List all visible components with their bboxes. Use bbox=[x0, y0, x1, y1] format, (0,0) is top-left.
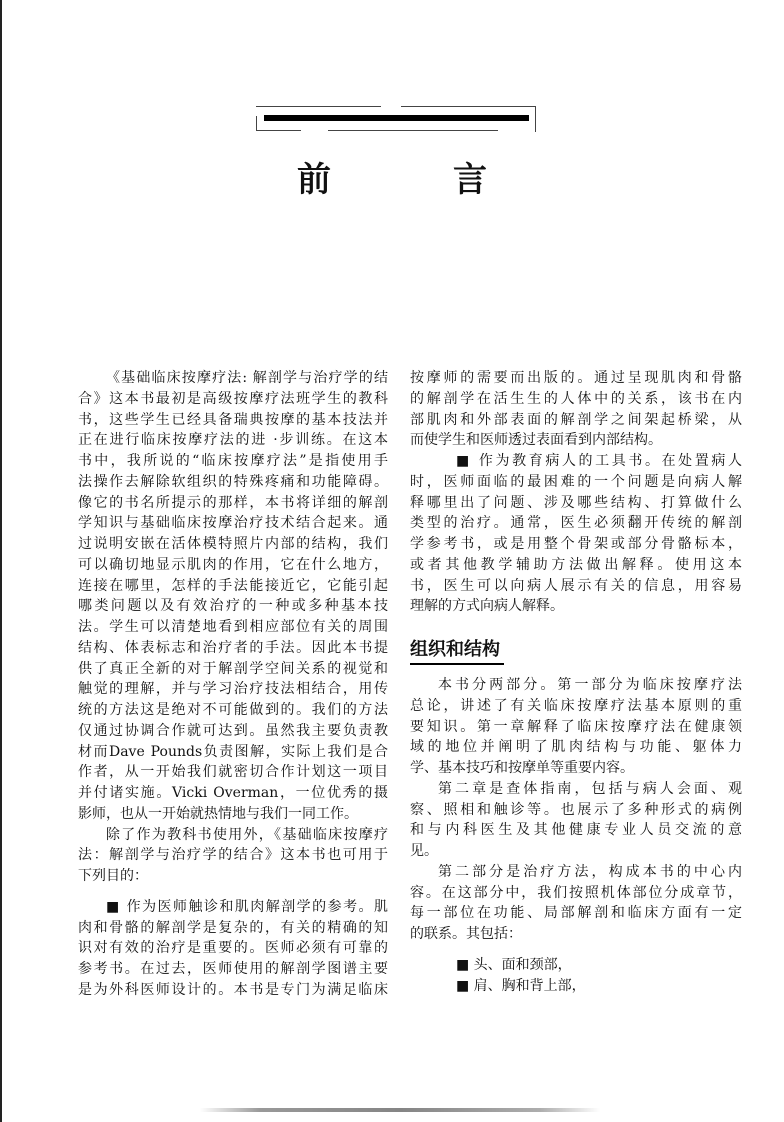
text-line: 的解剖学在活生生的人体中的关系，该书在内 bbox=[410, 390, 742, 407]
text-line: 的联系。其包括： bbox=[410, 926, 522, 942]
section-heading: 组织和结构 bbox=[410, 637, 504, 665]
text-line: 按摩师的需要而出版的。通过呈现肌肉和骨骼 bbox=[410, 370, 742, 386]
text-line: ■ 作为医师触诊和肌肉解剖学的参考。肌 bbox=[106, 898, 388, 915]
title-decoration bbox=[256, 106, 536, 132]
text-line: 释哪里出了问题、涉及哪些结构、打算做什么 bbox=[410, 494, 742, 511]
text-line: 法：解剖学与治疗学的结合》这本书也可用于 bbox=[78, 847, 388, 864]
text-line: 书中，我所说的“临床按摩疗法”是指使用手 bbox=[78, 453, 388, 469]
text-line: 供了真正全新的对于解剖学空间关系的视觉和 bbox=[78, 660, 388, 677]
text-line: 法。学生可以清楚地看到相应部位有关的周围 bbox=[78, 619, 388, 635]
paragraph bbox=[410, 368, 742, 451]
text-line: 材而Dave Pounds负责图解，实际上我们是合 bbox=[78, 743, 388, 760]
text-line: 结构、体表标志和治疗者的手法。因此本书提 bbox=[78, 639, 388, 656]
text-line: 类型的治疗。通常，医生必须翻开传统的解剖 bbox=[410, 515, 742, 532]
text-line: 合》这本书最初是高级按摩疗法班学生的教科 bbox=[78, 390, 388, 407]
left-column bbox=[78, 368, 388, 1001]
text-line: 察、照相和触诊等。也展示了多种形式的病例 bbox=[410, 801, 742, 818]
text-line: 第二部分是治疗方法，构成本书的中心内 bbox=[438, 863, 742, 880]
text-line: 过说明安嵌在活体模特照片内部的结构，我们 bbox=[78, 536, 388, 552]
text-line: 书，这些学生已经具备瑞典按摩的基本技法并 bbox=[78, 411, 388, 428]
spacer bbox=[410, 945, 742, 955]
text-line: 除了作为教科书使用外，《基础临床按摩疗 bbox=[106, 826, 388, 843]
list-item: ■ 头、面和颈部， bbox=[456, 956, 572, 973]
text-line: 并付诸实施。Vicki Overman，一位优秀的摄 bbox=[78, 785, 388, 801]
text-line: 每一部位在功能、局部解剖和临床方面有一定 bbox=[410, 905, 742, 922]
paragraph bbox=[410, 862, 742, 945]
text-line: 哪类问题以及有效治疗的一种或多种基本技 bbox=[78, 598, 388, 615]
bullet-list bbox=[410, 955, 742, 997]
text-line: 学知识与基础临床按摩治疗技术结合起来。通 bbox=[78, 515, 388, 532]
text-line: ■ 作为教育病人的工具书。在处置病人 bbox=[456, 453, 742, 469]
text-line: 域的地位并阐明了肌肉结构与功能、躯体力 bbox=[410, 739, 742, 756]
text-line: 要知识。第一章解释了临床按摩疗法在健康领 bbox=[410, 718, 742, 735]
text-line: 仅通过协调合作就可达到。虽然我主要负责教 bbox=[78, 722, 388, 739]
right-column bbox=[410, 368, 742, 996]
text-line: 正在进行临床按摩疗法的进 ·步训练。在这本 bbox=[78, 432, 388, 449]
text-line: 影师，也从一开始就热情地与我们一同工作。 bbox=[78, 805, 358, 822]
bullet-paragraph bbox=[78, 897, 388, 1001]
paragraph bbox=[410, 779, 742, 862]
list-item: ■ 肩、胸和背上部， bbox=[456, 977, 586, 994]
text-line: 作者，从一开始我们就密切合作计划这一项目 bbox=[78, 764, 388, 781]
text-line: 第二章是查体指南，包括与病人会面、观 bbox=[438, 780, 742, 797]
text-line: 连接在哪里，怎样的手法能接近它，它能引起 bbox=[78, 577, 388, 594]
text-line: 下列目的： bbox=[78, 868, 148, 884]
text-line: 见。 bbox=[410, 843, 438, 859]
bullet-paragraph bbox=[410, 451, 742, 617]
text-line: 法操作去解除软组织的特殊疼痛和功能障碍。 bbox=[78, 473, 388, 490]
text-line: 《基础临床按摩疗法: 解剖学与治疗学的结 bbox=[106, 370, 388, 386]
text-line: 可以确切地显示肌肉的作用，它在什么地方， bbox=[78, 556, 388, 573]
text-line: 触觉的理解，并与学习治疗技法相结合，用传 bbox=[78, 681, 388, 698]
paragraph bbox=[78, 368, 388, 825]
page-title: 前 言 bbox=[297, 160, 531, 200]
text-line: 识对有效的治疗是重要的。医师必须有可靠的 bbox=[78, 940, 388, 957]
text-line: 统的方法这是绝对不可能做到的。我们的方法 bbox=[78, 702, 388, 718]
text-line: 肉和骨骼的解剖学是复杂的，有关的精确的知 bbox=[78, 919, 388, 936]
text-line: 本书分两部分。第一部分为临床按摩疗法 bbox=[438, 677, 742, 693]
spacer bbox=[78, 887, 388, 897]
text-line: 部肌肉和外部表面的解剖学之间架起桥梁，从 bbox=[410, 411, 742, 428]
text-line: 像它的书名所提示的那样，本书将详细的解剖 bbox=[78, 494, 388, 511]
text-line: 容。在这部分中，我们按照机体部位分成章节， bbox=[410, 884, 742, 901]
paragraph bbox=[410, 675, 742, 779]
paragraph bbox=[78, 825, 388, 887]
text-line: 学、基本技巧和按摩单等重要内容。 bbox=[410, 760, 634, 776]
text-line: 是为外科医师设计的。本书是专门为满足临床 bbox=[78, 981, 388, 998]
text-line: 时，医师面临的最困难的一个问题是向病人解 bbox=[410, 473, 742, 490]
text-line: 或者其他教学辅助方法做出解释。使用这本 bbox=[410, 556, 742, 573]
text-line: 参考书。在过去，医师使用的解剖学图谱主要 bbox=[78, 961, 388, 977]
text-line: 理解的方式向病人解释。 bbox=[410, 598, 564, 615]
text-line: 和与内科医生及其他健康专业人员交流的意 bbox=[410, 822, 742, 839]
scan-bottom-artifact bbox=[200, 1108, 600, 1112]
text-line: 而使学生和医师透过表面看到内部结构。 bbox=[410, 432, 662, 449]
text-line: 学参考书，或是用整个骨架或部分骨骼标本， bbox=[410, 536, 742, 552]
text-line: 总论，讲述了有关临床按摩疗法基本原则的重 bbox=[410, 697, 742, 714]
text-line: 书，医生可以向病人展示有关的信息，用容易 bbox=[410, 577, 742, 594]
